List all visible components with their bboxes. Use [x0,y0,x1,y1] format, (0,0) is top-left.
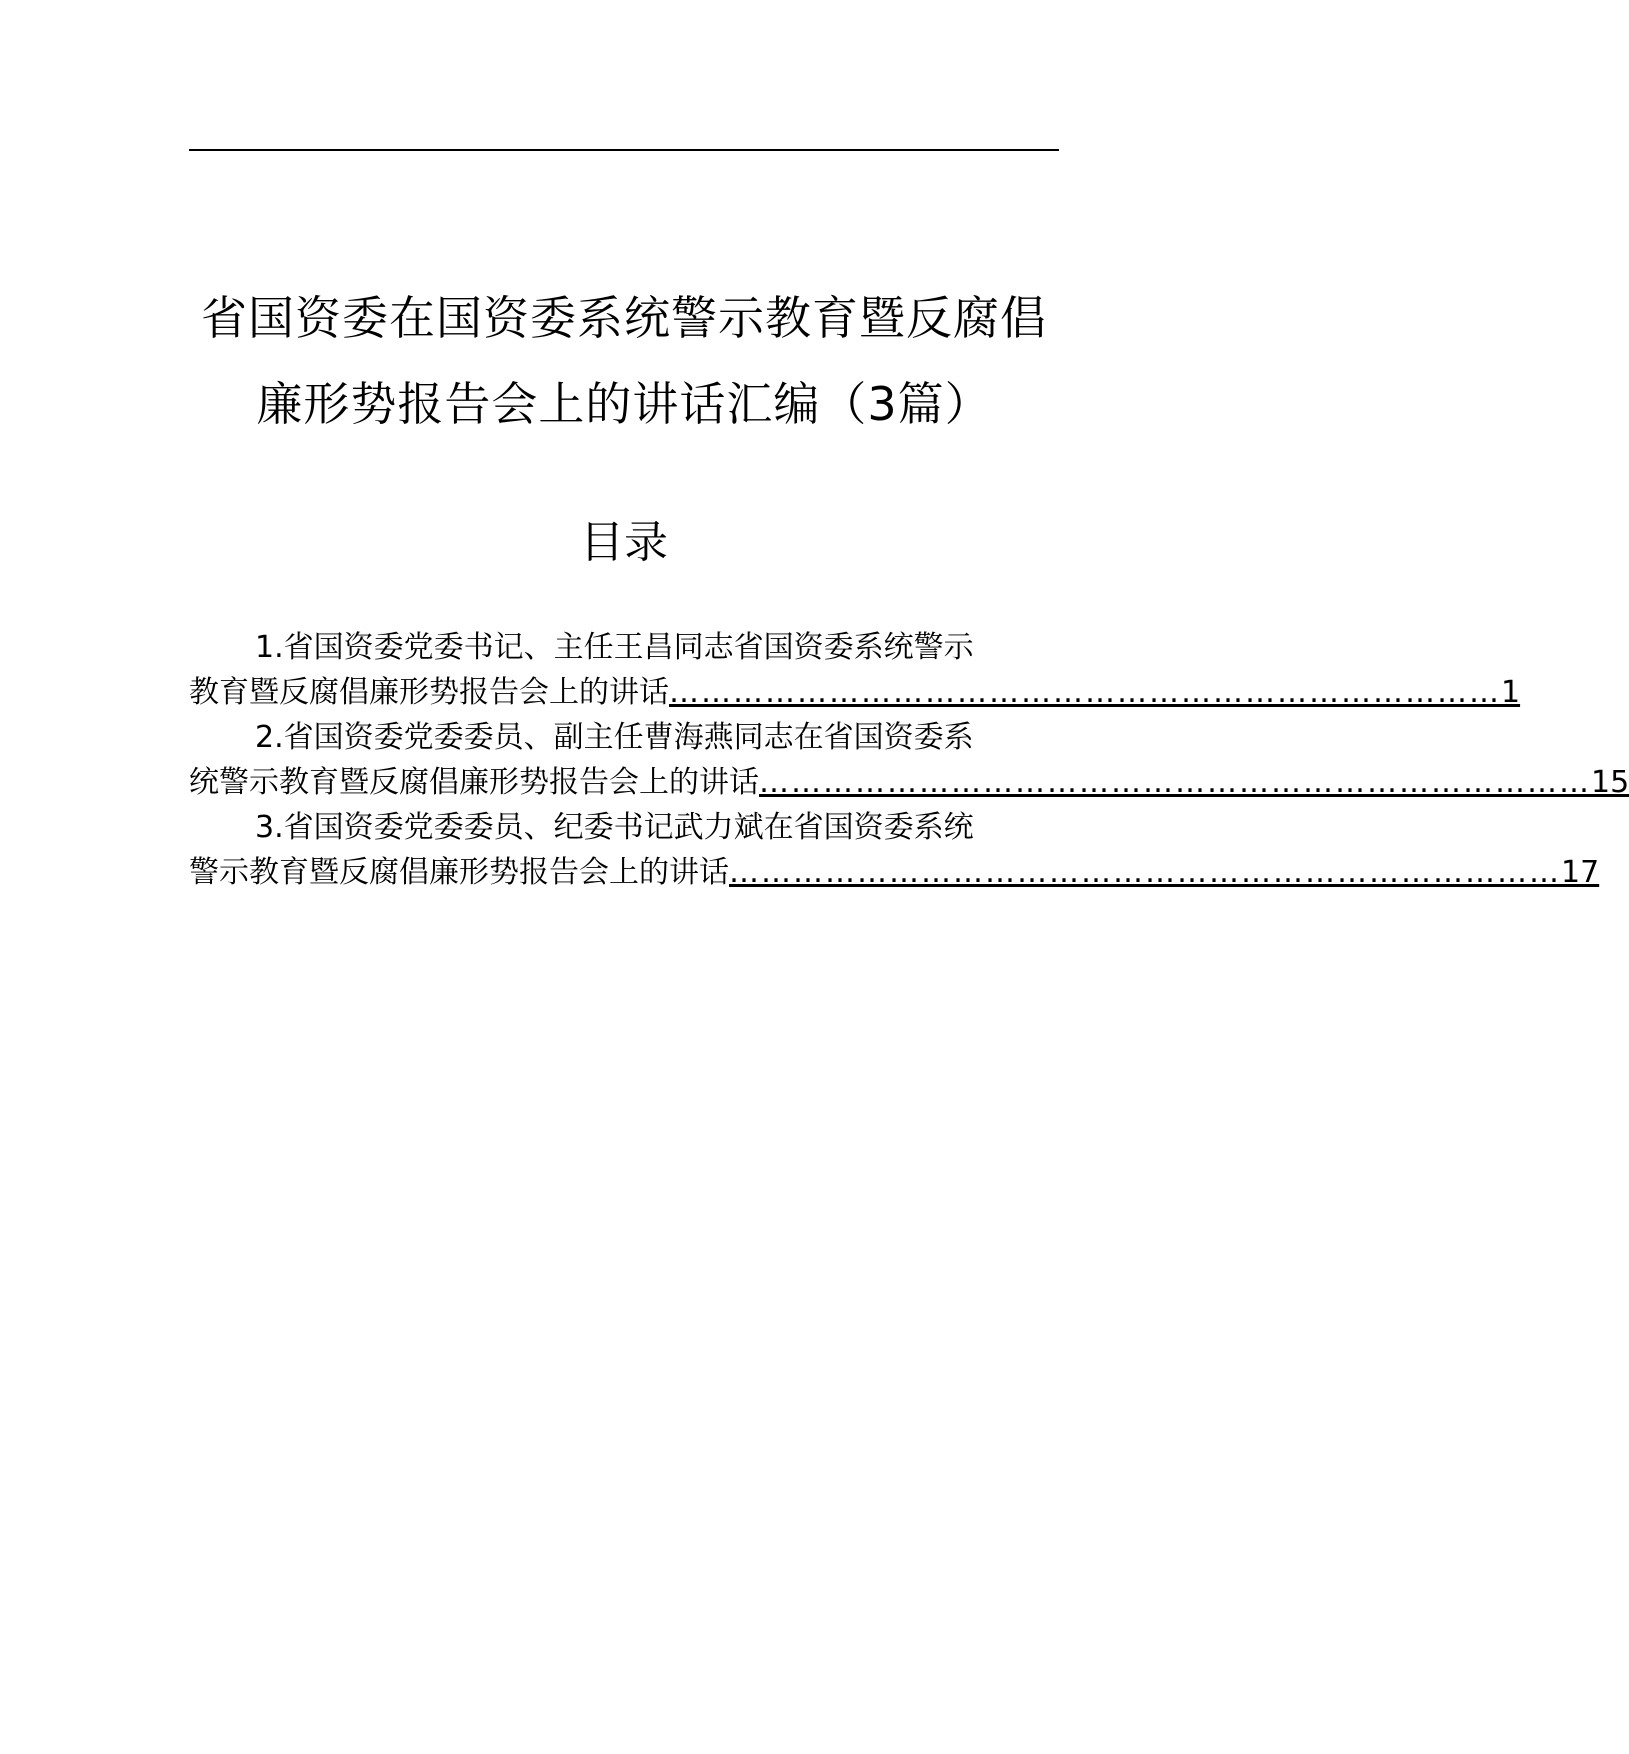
toc-entry-title-line-2: 统警示教育暨反腐倡廉形势报告会上的讲话 [189,765,759,800]
toc-entry[interactable] [189,625,1521,715]
toc-page-number: 1 [1501,675,1521,710]
table-of-contents [189,625,1629,895]
toc-entry-title-line-1: 2.省国资委党委委员、副主任曹海燕同志在省国资委系 [255,720,974,755]
toc-entry[interactable] [189,715,1629,805]
toc-heading: 目录 [580,517,668,568]
toc-dot-leader: …………………………………………………………………… [729,855,1561,890]
document-title-line-2: 廉形势报告会上的讲话汇编（3篇） [256,377,992,431]
toc-entry-title-line-1: 1.省国资委党委书记、主任王昌同志省国资委系统警示 [255,630,974,665]
header-rule [189,149,1059,151]
toc-entry-title-line-2: 教育暨反腐倡廉形势报告会上的讲话 [189,675,669,710]
document-title-line-1: 省国资委在国资委系统警示教育暨反腐倡 [201,291,1047,345]
toc-entry-title-line-1: 3.省国资委党委委员、纪委书记武力斌在省国资委系统 [255,810,974,845]
toc-page-number: 17 [1561,855,1600,890]
toc-entry[interactable] [189,805,1600,895]
toc-entry-title-line-2: 警示教育暨反腐倡廉形势报告会上的讲话 [189,855,729,890]
toc-dot-leader: …………………………………………………………………… [669,675,1501,710]
toc-dot-leader: …………………………………………………………………… [759,765,1591,800]
toc-page-number: 15 [1591,765,1629,800]
